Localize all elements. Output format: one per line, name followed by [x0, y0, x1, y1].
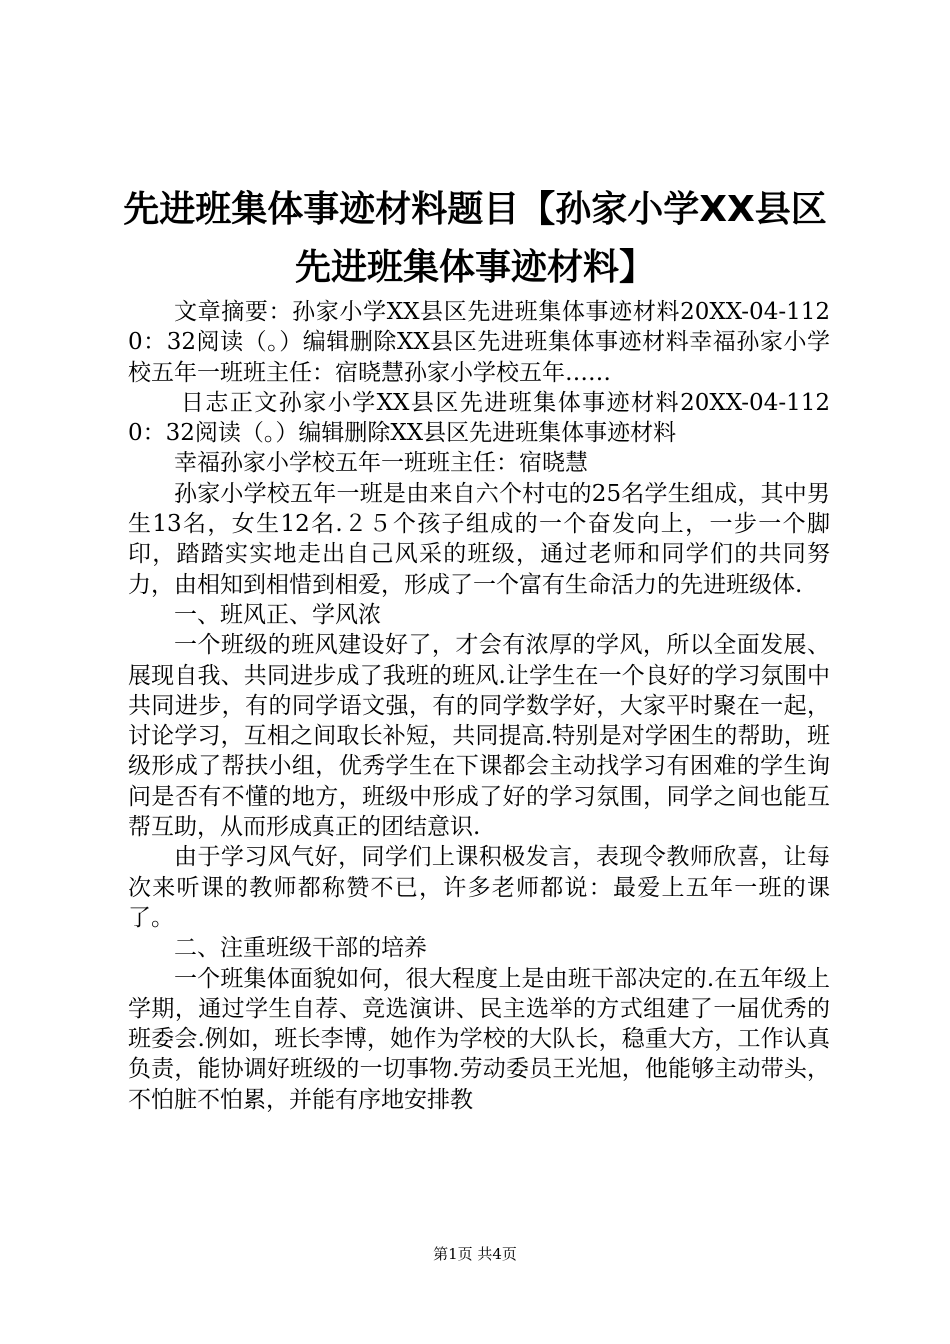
abstract-paragraph: 文章摘要：孙家小学XX县区先进班集体事迹材料20XX-04-1120：32阅读（。）编辑删除XX县区先进班集体事迹材料幸福孙家小学校五年一班班主任：宿晓慧孙家小学校五年……: [128, 299, 830, 386]
section-1-paragraph-1: 一个班级的班风建设好了，才会有浓厚的学风，所以全面发展、展现自我、共同进步成了我班的班风.让学生在一个良好的学习氛围中共同进步，有的同学语文强，有的同学数学好，大家平时聚在一起，讨论学习，互相之间取长补短，共同提高.特别是对学困生的帮助，班级形成了帮扶小组，优秀学生在下课都会主动找学习有困难的学生询问是否有不懂的地方，班级中形成了好的学习氛围，同学之间也能互帮互助，从而形成真正的团结意识.: [128, 632, 830, 841]
document-title-line-2: 先进班集体事迹材料】: [294, 247, 655, 288]
intro-paragraph: 孙家小学校五年一班是由来自六个村屯的25名学生组成，其中男生13名，女生12名.２５个孩子组成的一个奋发向上，一步一个脚印，踏踏实实地走出自己风采的班级，通过老师和同学们的共同努力，由相知到相惜到相爱，形成了一个富有生命活力的先进班级体.: [128, 480, 830, 598]
section-heading-1: 一、班风正、学风浓: [174, 601, 381, 628]
log-body-paragraph: 日志正文孙家小学XX县区先进班集体事迹材料20XX-04-1120：32阅读（。）编辑删除XX县区先进班集体事迹材料: [128, 389, 830, 447]
author-line: 幸福孙家小学校五年一班班主任：宿晓慧: [174, 450, 588, 477]
section-2-paragraph-1: 一个班集体面貌如何，很大程度上是由班干部决定的.在五年级上学期，通过学生自荐、竞选演讲、民主选举的方式组建了一届优秀的班委会.例如，班长李博，她作为学校的大队长，稳重大方，工作认真负责，能协调好班级的一切事物.劳动委员王光旭，他能够主动带头，不怕脏不怕累，并能有序地安排教: [128, 965, 830, 1113]
document-title-line-1: 先进班集体事迹材料题目【孙家小学XX县区: [123, 189, 827, 230]
document-body: [128, 297, 830, 1115]
section-heading-2: 二、注重班级干部的培养: [174, 935, 427, 962]
section-1-paragraph-2: 由于学习风气好，同学们上课积极发言，表现令教师欣喜，让每次来听课的教师都称赞不已，许多老师都说：最爱上五年一班的课了。: [128, 844, 830, 931]
page-footer: 第1页 共4页: [433, 1245, 517, 1263]
